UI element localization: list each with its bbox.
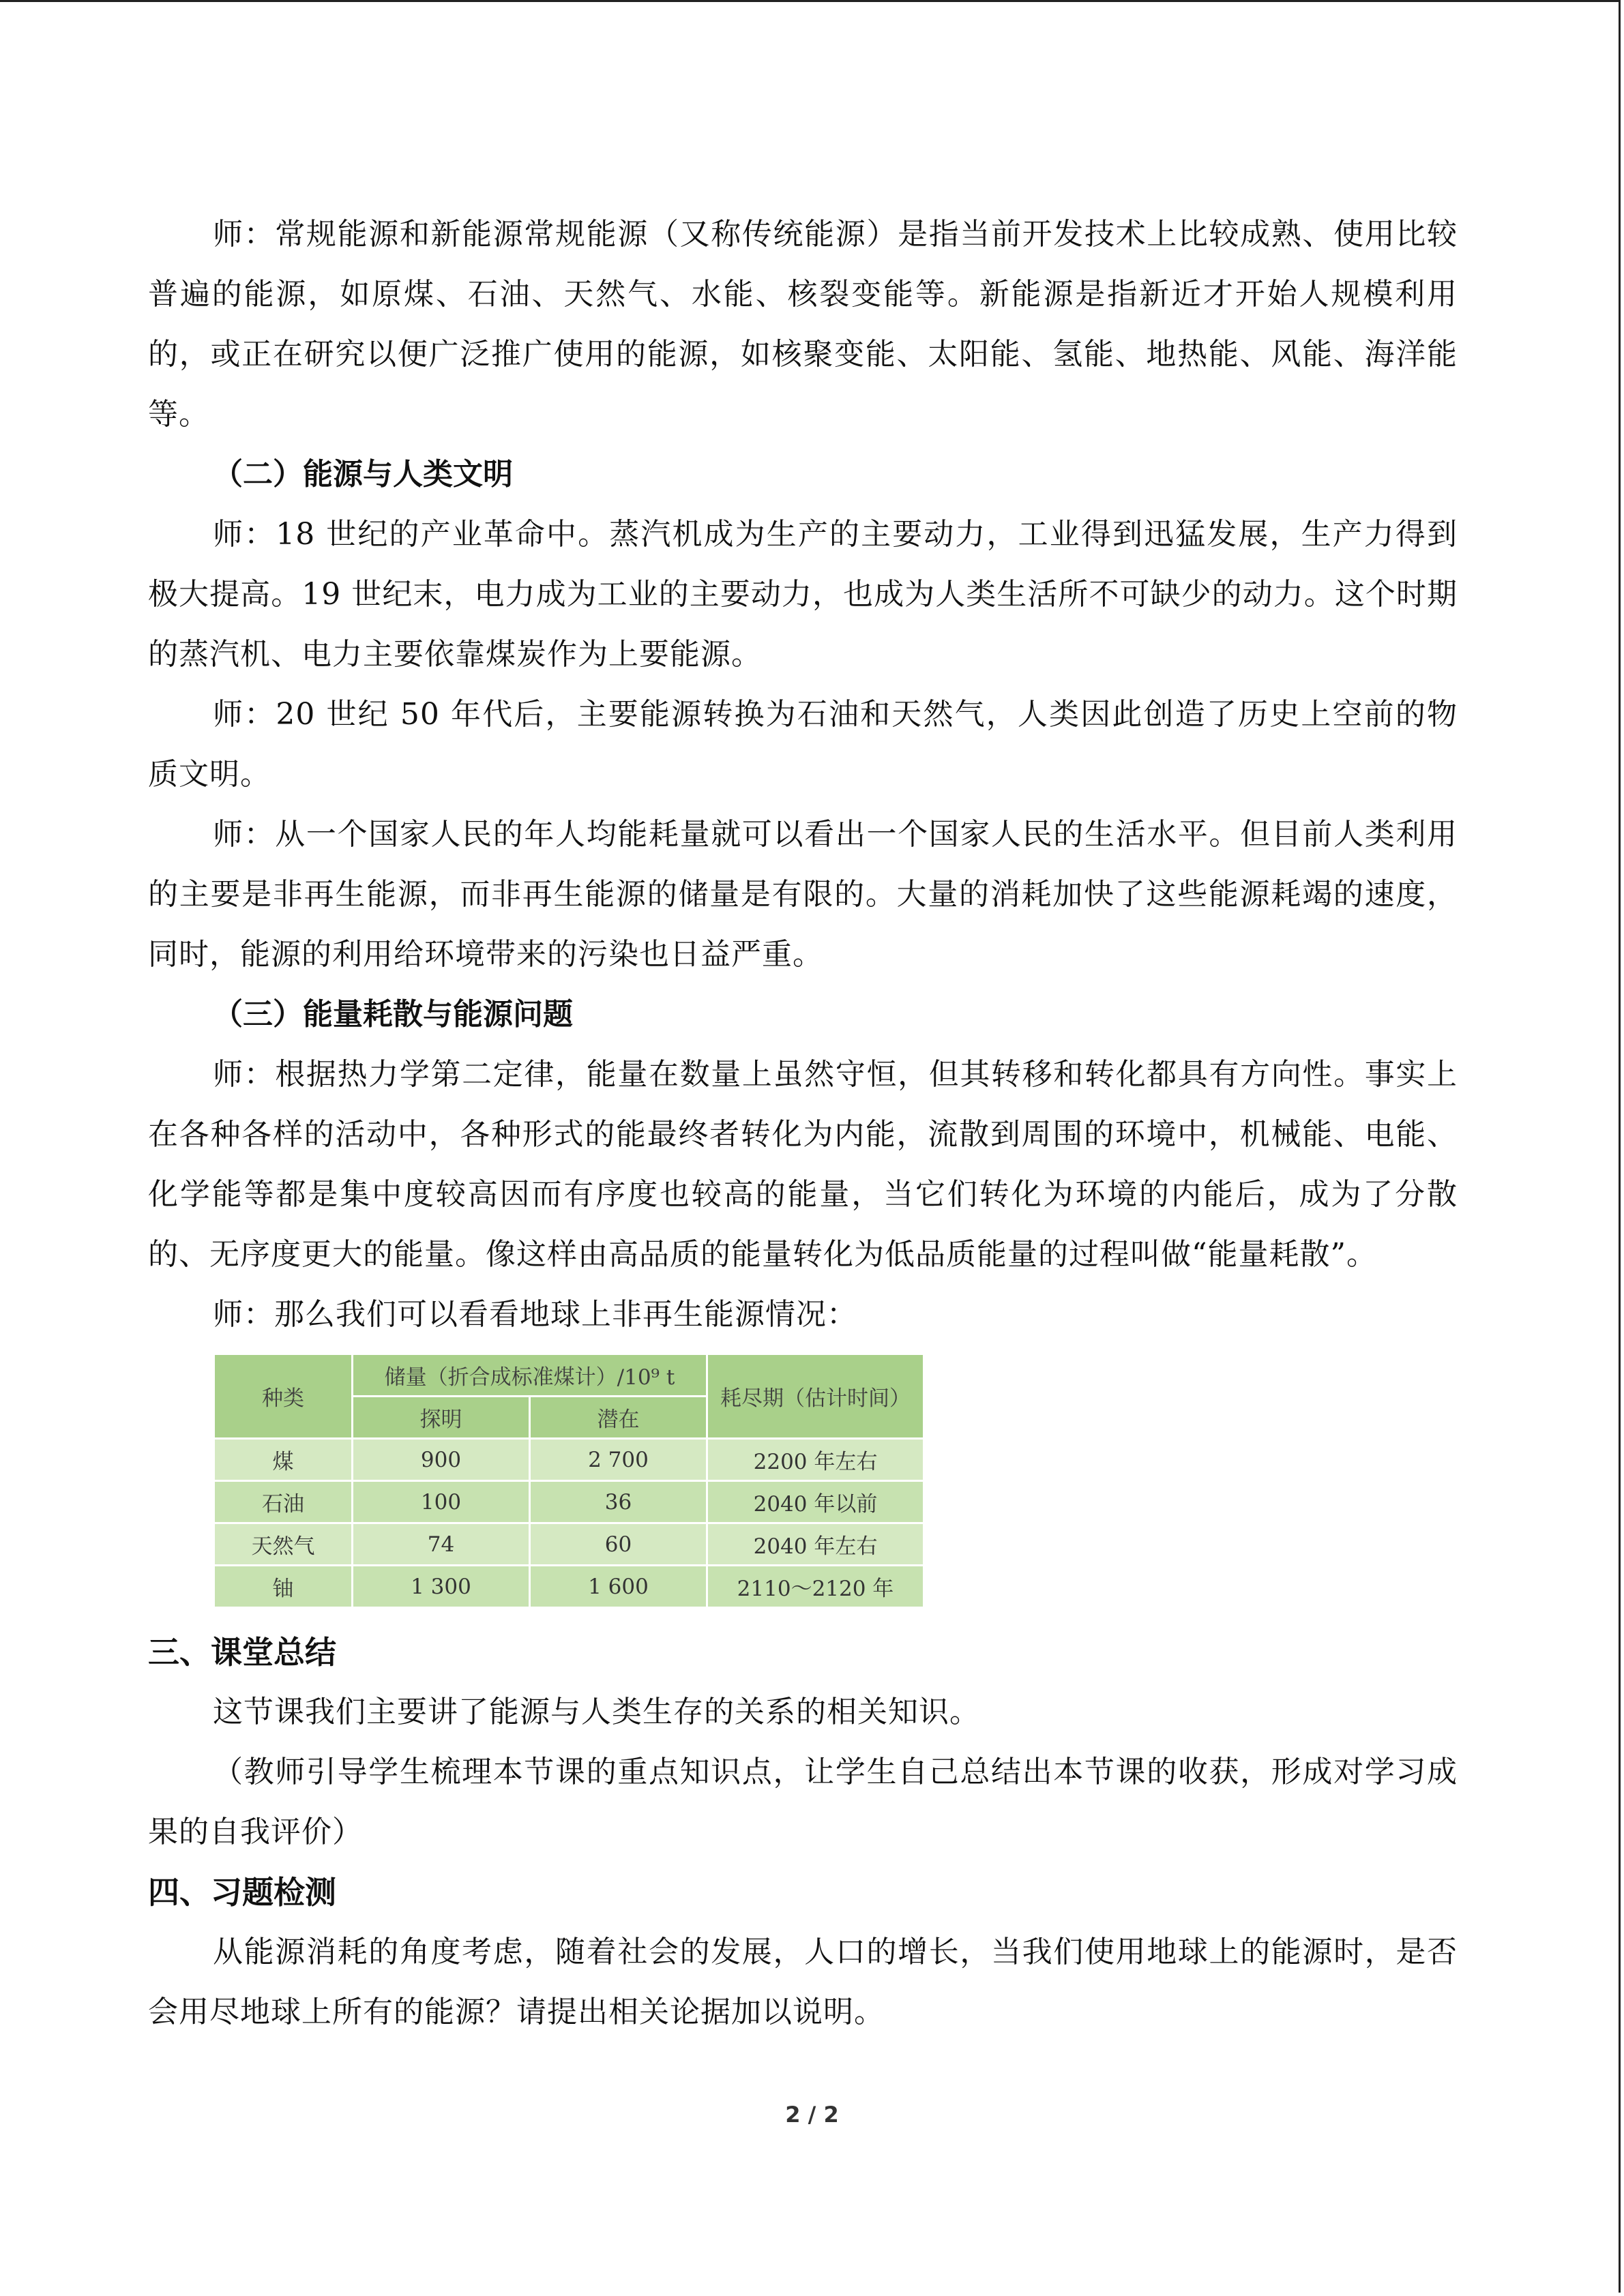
cell-potential: 60: [529, 1523, 707, 1566]
cell-potential: 36: [529, 1481, 707, 1523]
cell-kind: 石油: [214, 1481, 353, 1523]
section-heading-summary: 三、课堂总结: [148, 1634, 336, 1671]
table-row: [214, 1523, 924, 1566]
cell-proven: 100: [353, 1481, 530, 1523]
cell-depletion: 2040 年以前: [707, 1481, 924, 1523]
paragraph: 师：从一个国家人民的年人均能耗量就可以看出一个国家人民的生活水平。但目前人类利用的主要是非再生能源，而非再生能源的储量是有限的。大量的消耗加快了这些能源耗竭的速度，同时，能源的利用给环境带来的污染也日益严重。: [148, 817, 1458, 972]
header-proven: 探明: [353, 1397, 530, 1439]
cell-proven: 1 300: [353, 1566, 530, 1608]
cell-kind: 煤: [214, 1439, 353, 1481]
subheading-energy-civilization: （二）能源与人类文明: [213, 457, 513, 492]
subheading-energy-dissipation: （三）能量耗散与能源问题: [213, 997, 573, 1032]
cell-proven: 900: [353, 1439, 530, 1481]
cell-depletion: 2040 年左右: [707, 1523, 924, 1566]
section-heading-exercise: 四、习题检测: [148, 1874, 336, 1911]
header-kind: 种类: [214, 1354, 353, 1439]
header-potential: 潜在: [529, 1397, 707, 1439]
document-body: [148, 205, 1458, 2042]
cell-potential: 1 600: [529, 1566, 707, 1608]
header-depletion: 耗尽期（估计时间）: [707, 1354, 924, 1439]
cell-depletion: 2110～2120 年: [707, 1566, 924, 1608]
table-row: [214, 1481, 924, 1523]
paragraph: 师：根据热力学第二定律，能量在数量上虽然守恒，但其转移和转化都具有方向性。事实上在各种各样的活动中，各种形式的能最终者转化为内能，流散到周围的环境中，机械能、电能、化学能等都是集中度较高因而有序度也较高的能量，当它们转化为环境的内能后，成为了分散的、无序度更大的能量。像这样由高品质的能量转化为低品质能量的过程叫做“能量耗散”。: [148, 1057, 1458, 1272]
paragraph: 师：常规能源和新能源常规能源（又称传统能源）是指当前开发技术上比较成熟、使用比较普遍的能源，如原煤、石油、天然气、水能、核裂变能等。新能源是指新近才开始人规模利用的，或正在研究以便广泛推广使用的能源，如核聚变能、太阳能、氢能、地热能、风能、海洋能等。: [148, 217, 1458, 432]
paragraph: 师：那么我们可以看看地球上非再生能源情况：: [213, 1297, 857, 1332]
cell-depletion: 2200 年左右: [707, 1439, 924, 1481]
paragraph: 师：18 世纪的产业革命中。蒸汽机成为生产的主要动力，工业得到迅猛发展，生产力得到极大提高。19 世纪末，电力成为工业的主要动力，也成为人类生活所不可缺少的动力。这个时期的蒸汽机、电力主要依靠煤炭作为上要能源。: [148, 517, 1458, 672]
table-row: [214, 1439, 924, 1481]
cell-kind: 天然气: [214, 1523, 353, 1566]
paragraph: （教师引导学生梳理本节课的重点知识点，让学生自己总结出本节课的收获，形成对学习成果的自我评价）: [148, 1755, 1458, 1849]
cell-kind: 铀: [214, 1566, 353, 1608]
cell-proven: 74: [353, 1523, 530, 1566]
table-row: [214, 1566, 924, 1608]
paragraph: 这节课我们主要讲了能源与人类生存的关系的相关知识。: [213, 1695, 980, 1729]
header-reserve: 储量（折合成标准煤计）/10⁹ t: [353, 1354, 707, 1397]
energy-reserve-table: [213, 1353, 925, 1609]
cell-potential: 2 700: [529, 1439, 707, 1481]
energy-table: [213, 1353, 925, 1609]
paragraph: 从能源消耗的角度考虑，随着社会的发展，人口的增长，当我们使用地球上的能源时，是否会用尽地球上所有的能源？请提出相关论据加以说明。: [148, 1935, 1458, 2029]
page-number: 2 / 2: [785, 2102, 839, 2128]
paragraph: 师：20 世纪 50 年代后，主要能源转换为石油和天然气，人类因此创造了历史上空前的物质文明。: [148, 697, 1458, 792]
